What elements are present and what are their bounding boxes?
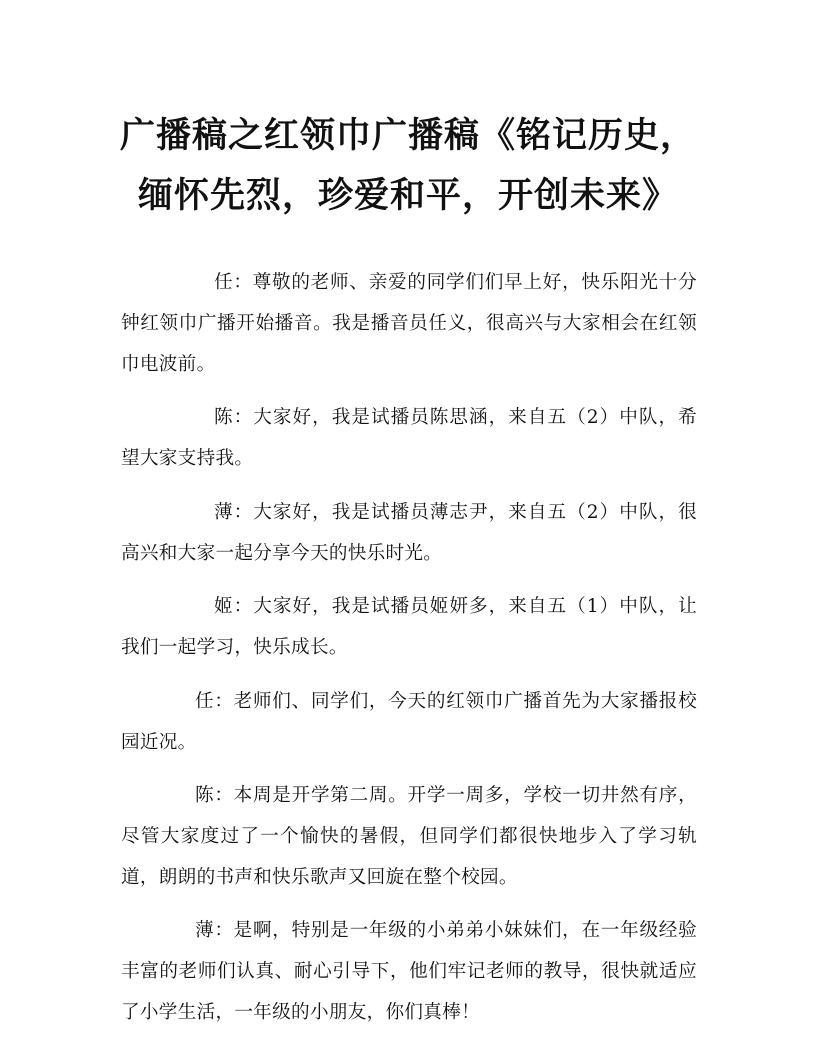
paragraph-ren-news: 任：老师们、同学们，今天的红领巾广播首先为大家播报校园近况。 — [121, 690, 697, 753]
paragraph-chen-intro: 陈：大家好，我是试播员陈思涵，来自五（2）中队，希望大家支持我。 — [121, 407, 697, 470]
paragraph-ji-intro: 姬：大家好，我是试播员姬妍多，来自五（1）中队，让我们一起学习，快乐成长。 — [121, 596, 697, 659]
paragraph-chen-news: 陈：本周是开学第二周。开学一周多，学校一切井然有序，尽管大家度过了一个愉快的暑假，但同学们都很快地步入了学习轨道，朗朗的书声和快乐歌声又回旋在整个校园。 — [121, 784, 697, 888]
document-title: 广播稿之红领巾广播稿《铭记历史，缅怀先烈，珍爱和平，开创未来》 — [119, 116, 696, 216]
paragraph-ren-intro: 任：尊敬的老师、亲爱的同学们们早上好，快乐阳光十分钟红领巾广播开始播音。我是播音员任义，很高兴与大家相会在红领巾电波前。 — [121, 272, 697, 375]
paragraph-bo-news: 薄：是啊，特别是一年级的小弟弟小妹妹们，在一年级经验丰富的老师们认真、耐心引导下，他们牢记老师的教导，很快就适应了小学生活，一年级的小朋友，你们真棒！ — [121, 920, 697, 1024]
document-body — [121, 262, 697, 1046]
paragraph-bo-intro: 薄：大家好，我是试播员薄志尹，来自五（2）中队，很高兴和大家一起分享今天的快乐时光。 — [121, 501, 697, 564]
